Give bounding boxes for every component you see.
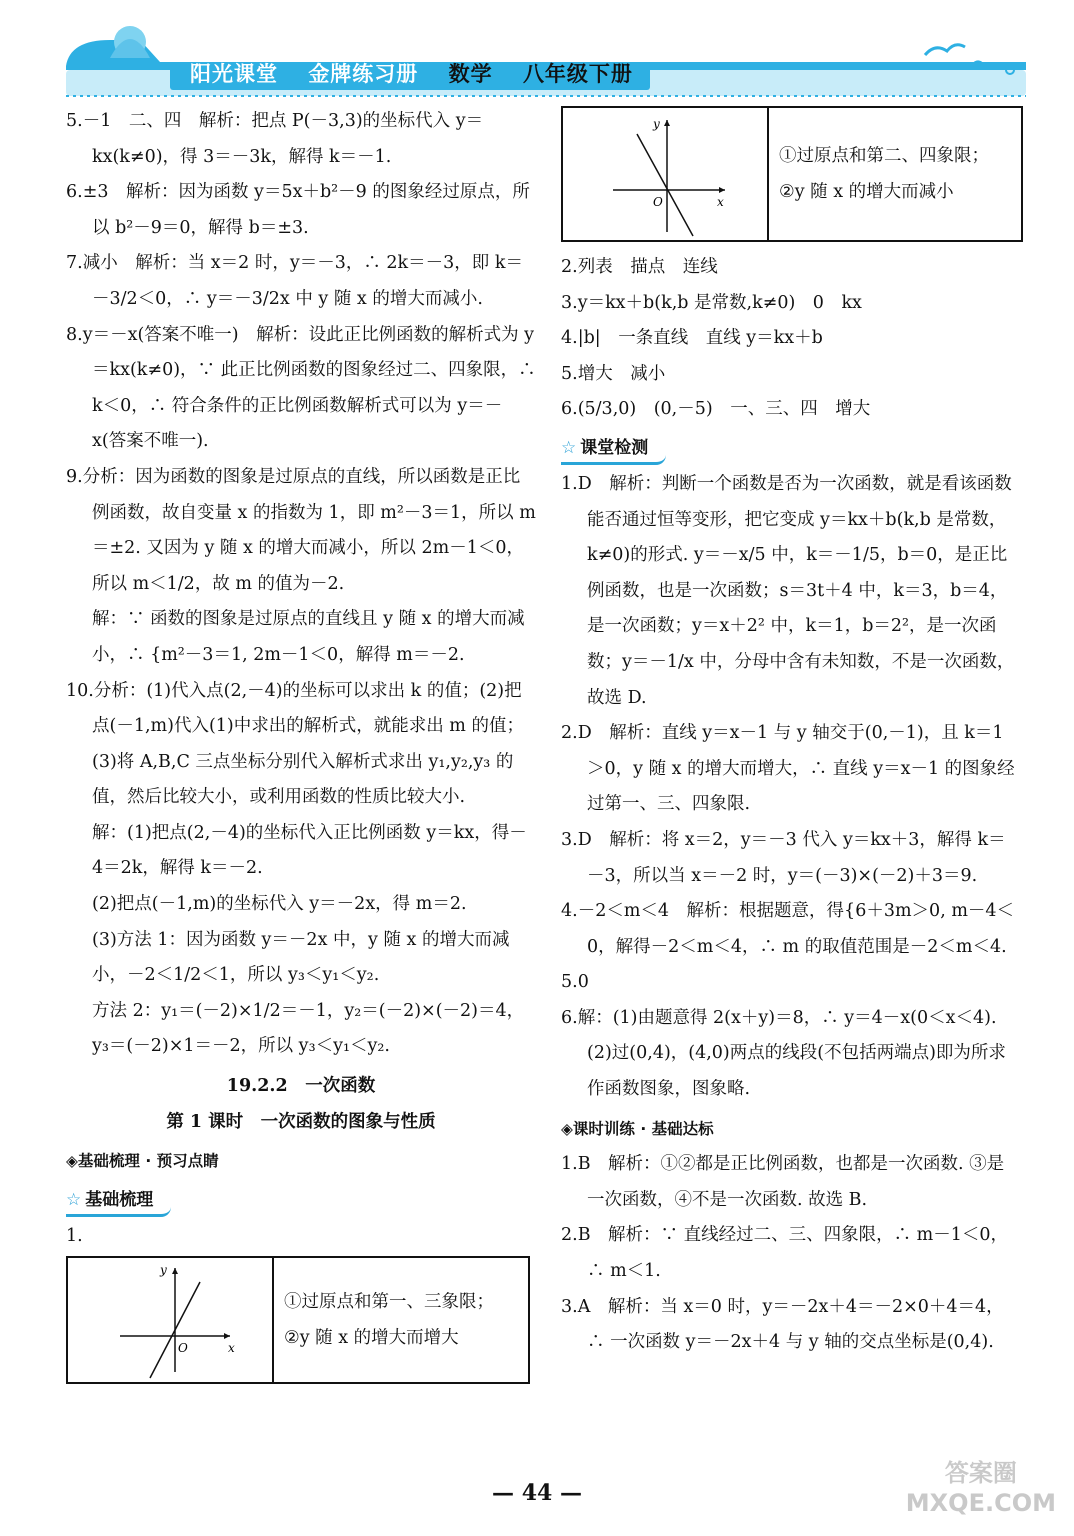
right-basic-list	[561, 250, 1021, 428]
answer-item: 1.B 解析：①②都是正比例函数，也都是一次函数. ③是一次函数，④不是一次函数. 故选 B.	[561, 1154, 1005, 1210]
answer-item: 2.B 解析：∵ 直线经过二、三、四象限，∴ m－1＜0，∴ m＜1.	[561, 1225, 1009, 1282]
answer-item: 解：∵ 函数的图象是过原点的直线且 y 随 x 的增大而减小，∴ {m²－3＝1, 2m－1＜0，解得 m＝－2.	[92, 609, 525, 665]
graph-decreasing	[563, 108, 769, 240]
graph-x-label: x	[228, 1341, 235, 1356]
answer-item: 4.－2＜m＜4 解析：根据题意，得{6＋3m＞0, m－4＜0，解得－2＜m＜4，∴ m 的取值范围是－2＜m＜4.	[561, 901, 1015, 957]
answer-item: 解：(1)把点(2,－4)的坐标代入正比例函数 y＝kx，得－4＝2k，解得 k＝－2.	[92, 822, 527, 879]
graph-increasing-svg	[70, 1260, 270, 1380]
answer-item: 3.A 解析：当 x＝0 时，y＝－2x＋4＝－2×0＋4＝4，∴ 一次函数 y＝－2x＋4 与 y 轴的交点坐标是(0,4).	[561, 1296, 1004, 1353]
desc-line-1: ①过原点和第二、四象限；	[779, 146, 989, 166]
graph-table-decreasing	[561, 106, 1023, 242]
diamond-icon: ◈	[66, 1152, 78, 1171]
answer-item: (2)过(0,4)，(4,0)两点的线段(不包括两端点)即为所求作函数图象，图象略.	[587, 1043, 1006, 1100]
graph-y-label: y	[160, 1263, 167, 1278]
header-subject: 数学	[448, 62, 493, 86]
answer-item: 5.－1 二、四 解析：把点 P(－3,3)的坐标代入 y＝kx(k≠0)，得 3＝－3k，解得 k＝－1.	[66, 111, 484, 167]
header-title-brand: 阳光课堂	[190, 62, 278, 86]
graph-decreasing-svg	[565, 110, 765, 238]
basic-section-header: ◈基础梳理 · 预习点睛	[66, 1152, 219, 1171]
left-answer-list	[66, 104, 536, 1065]
graph-table-increasing	[66, 1256, 530, 1384]
answer-item: 8.y＝－x(答案不唯一) 解析：设此正比例函数的解析式为 y＝kx(k≠0)，∵ 此正比例函数的图象经过二、四象限，∴ k＜0，∴ 符合条件的正比例函数解析式可以为 y＝－x(答案不唯一).	[66, 324, 536, 452]
train-answer-list	[561, 1147, 1021, 1361]
graph-origin-label: O	[653, 195, 663, 209]
graph-desc-decreasing	[769, 108, 989, 240]
header-grade: 八年级下册	[522, 62, 633, 86]
answer-item: 6.解：(1)由题意得 2(x＋y)＝8，∴ y＝4－x(0＜x＜4).	[561, 1007, 997, 1028]
answer-item: 5.增大 减小	[561, 363, 666, 384]
star-icon: ☆	[561, 437, 577, 458]
answer-item: 6.(5/3,0) (0,－5) 一、三、四 增大	[561, 399, 871, 420]
watermark	[906, 1458, 1056, 1518]
lesson-title: 第 1 课时 一次函数的图象与性质	[166, 1111, 436, 1132]
answer-item: 7.减小 解析：当 x＝2 时，y＝－3，∴ 2k＝－3，即 k＝－3/2＜0，∴ y＝－3/2x 中 y 随 x 的增大而减小.	[66, 253, 523, 309]
graph-x-label: x	[717, 195, 724, 209]
check-answer-list	[561, 467, 1021, 1108]
desc-line-2: ②y 随 x 的增大而减小	[779, 182, 954, 202]
answer-item: 3.D 解析：将 x＝2，y＝－3 代入 y＝kx＋3，解得 k＝－3，所以当 x＝－2 时，y＝(－3)×(－2)＋3＝9.	[561, 829, 1006, 886]
answer-item: 4.|b| 一条直线 直线 y＝kx＋b	[561, 328, 823, 349]
header-title	[190, 58, 655, 88]
answer-item: (3)方法 1：因为函数 y＝－2x 中，y 随 x 的增大而减小，－2＜1/2＜1，所以 y₃＜y₁＜y₂.	[92, 929, 510, 986]
answer-item: 5.0	[561, 972, 589, 993]
answer-item: 2.D 解析：直线 y＝x－1 与 y 轴交于(0,－1)，且 k＝1＞0，y 随 x 的增大而增大，∴ 直线 y＝x－1 的图象经过第一、三、四象限.	[561, 723, 1015, 815]
graph-increasing	[68, 1258, 274, 1382]
section-title: 19.2.2 一次函数	[226, 1076, 376, 1097]
page-number: — 44 —	[492, 1480, 582, 1506]
desc-line-2: ②y 随 x 的增大而增大	[284, 1328, 459, 1349]
graph-origin-label: O	[178, 1341, 188, 1356]
watermark-line-2: MXQE.COM	[905, 1489, 1056, 1517]
graph-desc-increasing	[274, 1258, 494, 1382]
answer-item: (2)把点(－1,m)的坐标代入 y＝－2x，得 m＝2.	[92, 894, 467, 915]
answer-item: 1.D 解析：判断一个函数是否为一次函数，就是看该函数能否通过恒等变形，把它变成 y＝kx＋b(k,b 是常数，k≠0)的形式. y＝－x/5 中，k＝－1/5，b＝0，是正比例函数，也是一次函数；s＝3t＋4 中，k＝3，b＝4，是一次函数；y＝x＋2² 中，k＝1，b＝2²，是一次函数；y＝－1/x 中，分母中含有未知数，不是一次函数，故选 D.	[561, 473, 1015, 708]
answer-item: 2.列表 描点 连线	[561, 257, 718, 277]
page-header	[0, 0, 1074, 100]
watermark-line-1: 答案圈	[944, 1459, 1017, 1487]
item-1-number: 1.	[66, 1225, 83, 1246]
basic-badge: ☆ 基础梳理	[66, 1186, 171, 1217]
answer-item: 方法 2：y₁＝(－2)×1/2＝－1，y₂＝(－2)×(－2)＝4，y₃＝(－2)×1＝－2，所以 y₃＜y₁＜y₂.	[92, 1000, 525, 1057]
right-column	[561, 106, 1021, 1361]
check-badge: ☆ 课堂检测	[561, 434, 666, 465]
star-icon: ☆	[66, 1189, 82, 1210]
header-title-book: 金牌练习册	[308, 62, 419, 86]
left-column	[66, 104, 536, 1384]
graph-y-label: y	[653, 117, 660, 131]
train-section-header: ◈课时训练 · 基础达标	[561, 1119, 714, 1138]
answer-item: 3.y＝kx＋b(k,b 是常数,k≠0) 0 kx	[561, 292, 862, 313]
diamond-icon: ◈	[561, 1119, 573, 1138]
answer-item: 9.分析：因为函数的图象是过原点的直线，所以函数是正比例函数，故自变量 x 的指数为 1，即 m²－3＝1，所以 m＝±2. 又因为 y 随 x 的增大而减小，所以 2m－1＜0，所以 m＜1/2，故 m 的值为－2.	[66, 466, 536, 594]
desc-line-1: ①过原点和第一、三象限；	[284, 1292, 494, 1313]
answer-item: 10.分析：(1)代入点(2,－4)的坐标可以求出 k 的值；(2)把点(－1,m)代入(1)中求出的解析式，就能求出 m 的值；(3)将 A,B,C 三点坐标分别代入解析式求出 y₁,y₂,y₃ 的值，然后比较大小，或利用函数的性质比较大小.	[66, 680, 524, 808]
answer-item: 6.±3 解析：因为函数 y＝5x＋b²－9 的图象经过原点，所以 b²－9＝0，解得 b＝±3.	[66, 182, 530, 238]
